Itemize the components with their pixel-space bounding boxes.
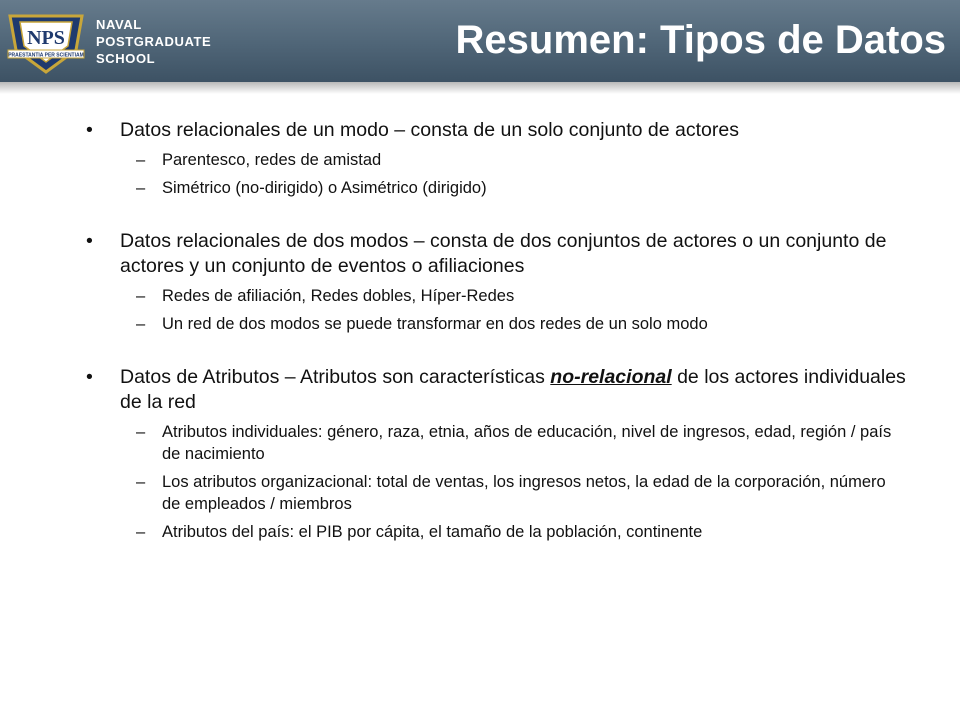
dash-marker: – (136, 151, 146, 169)
header-shadow (0, 82, 960, 94)
bullet-emphasis: no-relacional (550, 366, 672, 388)
bullet-marker: • (86, 119, 93, 141)
dash-marker: – (136, 473, 146, 491)
seal-motto: PRAESTANTIA PER SCIENTIAM (8, 52, 84, 59)
bullet-text-after: de los actores individuales de la red (120, 366, 906, 413)
slide-title: Resumen: Tipos de Datos (455, 18, 946, 62)
school-line-naval: NAVAL (96, 17, 142, 32)
sub-bullet (86, 471, 906, 515)
school-name (96, 16, 211, 67)
sub-bullet-text: Parentesco, redes de amistad (162, 151, 382, 169)
sub-bullet (86, 177, 906, 199)
dash-marker: – (136, 523, 146, 541)
sub-bullet (86, 313, 906, 335)
sub-bullet (86, 421, 906, 465)
dash-marker: – (136, 423, 146, 441)
sub-bullet-text: Simétrico (no-dirigido) o Asimétrico (dirigido) (162, 179, 487, 197)
slide-content (86, 118, 906, 547)
nps-seal-logo (6, 10, 86, 76)
sub-bullet (86, 521, 906, 543)
dash-marker: – (136, 179, 146, 197)
sub-bullet-text: Un red de dos modos se puede transformar en dos redes de un solo modo (162, 315, 708, 333)
sub-bullet-text: Los atributos organizacional: total de ventas, los ingresos netos, la edad de la corporación, número de empleados / miembros (162, 473, 886, 513)
sub-bullet (86, 285, 906, 307)
bullet-marker: • (86, 366, 93, 388)
school-line-postgraduate: POSTGRADUATE (96, 34, 212, 49)
bullet-marker: • (86, 230, 93, 252)
bullet-attributes (86, 365, 906, 415)
bullet-text: Datos relacionales de un modo – consta de un solo conjunto de actores (120, 119, 739, 141)
sub-bullet-text: Redes de afiliación, Redes dobles, Híper-Redes (162, 287, 515, 305)
dash-marker: – (136, 315, 146, 333)
header-bar (0, 0, 960, 82)
sub-bullet-text: Atributos del país: el PIB por cápita, el tamaño de la población, continente (162, 523, 703, 541)
dash-marker: – (136, 287, 146, 305)
bullet-text: Datos relacionales de dos modos – consta de dos conjuntos de actores o un conjunto de actores y un conjunto de eventos o afiliaciones (120, 230, 887, 277)
bullet-text-before: Datos de Atributos – Atributos son características (120, 366, 551, 388)
sub-bullet-text: Atributos individuales: género, raza, etnia, años de educación, nivel de ingresos, edad, región / país de nacimiento (162, 423, 892, 463)
seal-text: NPS (27, 27, 65, 49)
school-line-school: SCHOOL (96, 51, 156, 66)
sub-bullet (86, 149, 906, 171)
bullet-two-mode (86, 229, 906, 279)
bullet-one-mode (86, 118, 906, 143)
